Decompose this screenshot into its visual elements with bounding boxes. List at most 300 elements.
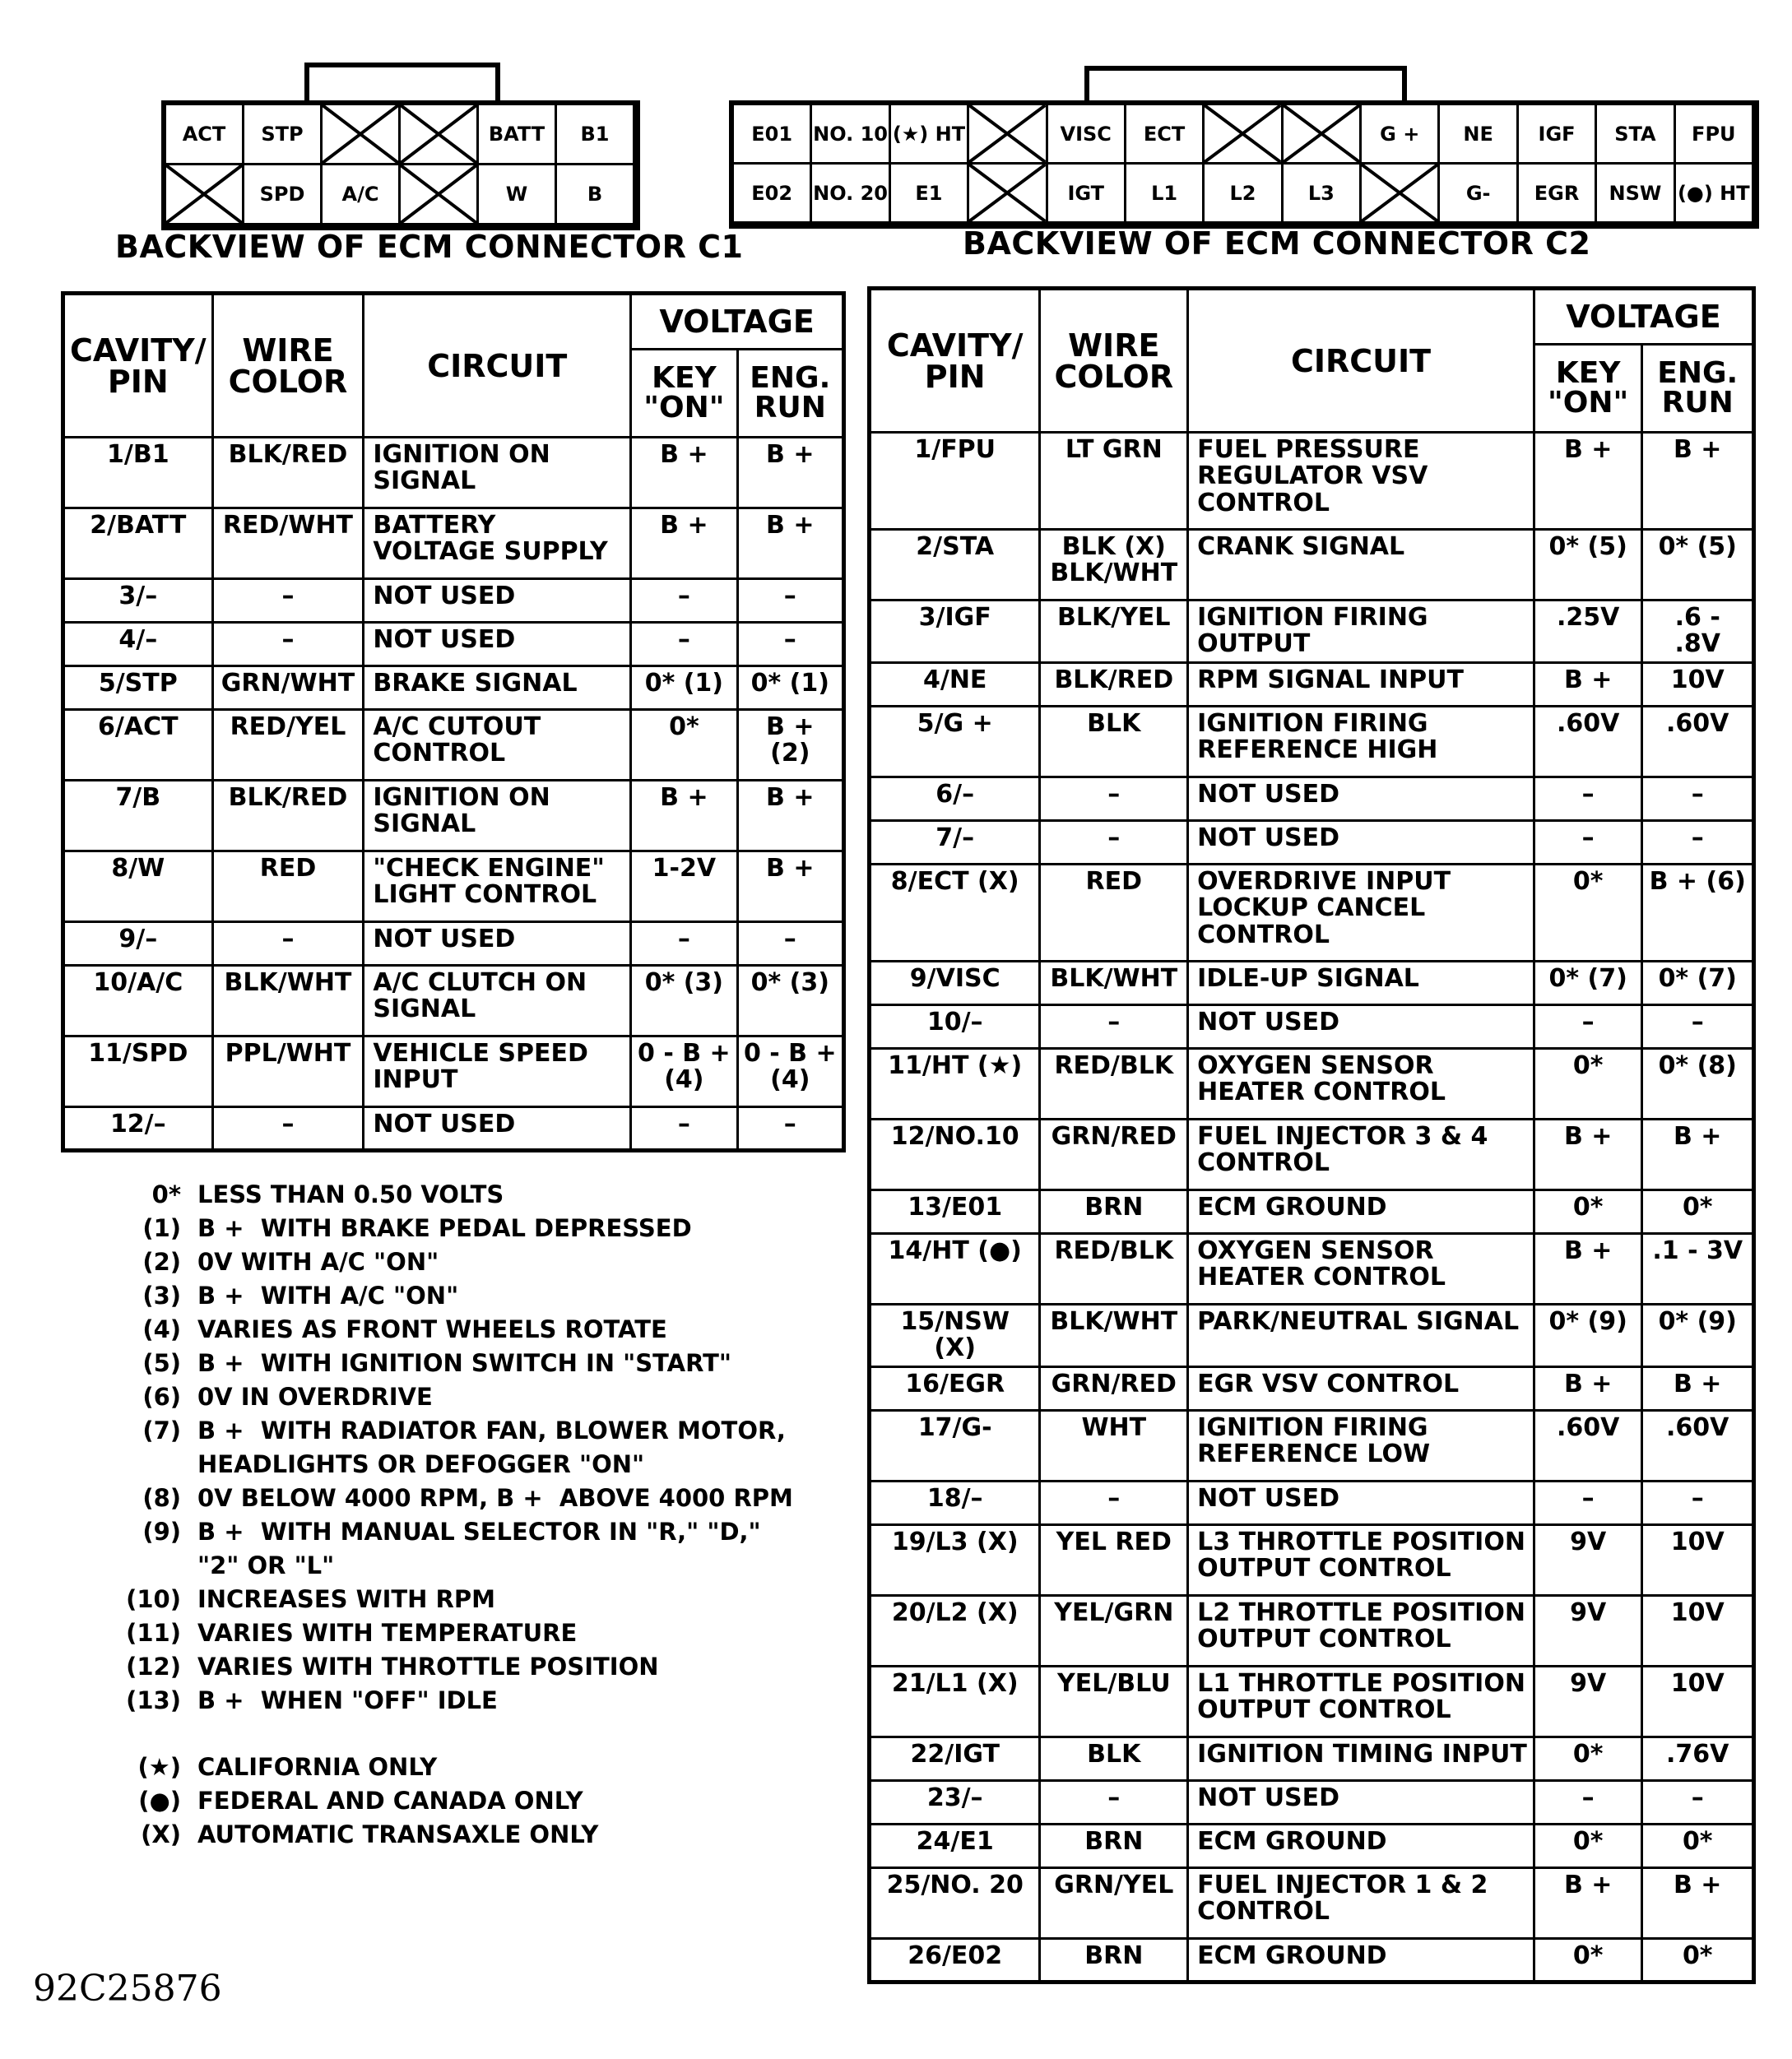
legend-text: B + WITH RADIATOR FAN, BLOWER MOTOR, bbox=[197, 1417, 786, 1445]
c2-cavity-top-13 bbox=[1676, 105, 1754, 165]
wire-color-cell: RED bbox=[1040, 864, 1188, 961]
eng-run-cell: B + bbox=[1642, 433, 1754, 530]
circuit-cell: NOT USED bbox=[364, 922, 631, 966]
cavity-pin-cell: 2/BATT bbox=[63, 508, 213, 579]
key-on-cell: 1-2V bbox=[631, 851, 737, 922]
c1-pinout-table bbox=[61, 291, 846, 1152]
wire-color-cell: GRN/WHT bbox=[212, 666, 364, 710]
legend-text: VARIES WITH TEMPERATURE bbox=[197, 1619, 578, 1647]
key-on-cell: 9V bbox=[1534, 1666, 1642, 1737]
eng-run-cell: B + bbox=[737, 781, 843, 851]
key-on-cell: – bbox=[631, 579, 737, 623]
legend-item bbox=[115, 1178, 793, 1212]
wire-color-cell: BLK/RED bbox=[1040, 662, 1188, 706]
table-row bbox=[63, 851, 844, 922]
cavity-label: EGR bbox=[1534, 181, 1580, 205]
circuit-cell: BATTERY VOLTAGE SUPPLY bbox=[364, 508, 631, 579]
table-row bbox=[870, 1780, 1754, 1824]
legend-key: (2) bbox=[142, 1248, 181, 1276]
c1-cavity-bottom-6 bbox=[557, 165, 635, 225]
cavity-pin-cell: 5/STP bbox=[63, 666, 213, 710]
c2-cavity-bottom-8 bbox=[1284, 165, 1362, 224]
key-on-cell: B + bbox=[631, 438, 737, 508]
wire-color-cell: RED/BLK bbox=[1040, 1233, 1188, 1304]
wire-color-cell: RED/YEL bbox=[212, 710, 364, 781]
legend-symbols bbox=[115, 1751, 793, 1852]
c1-cavity-top-4 bbox=[401, 105, 479, 165]
cavity-pin-cell: 5/G + bbox=[870, 706, 1040, 777]
circuit-cell: PARK/NEUTRAL SIGNAL bbox=[1188, 1304, 1534, 1366]
wire-color-cell: RED/BLK bbox=[1040, 1048, 1188, 1119]
circuit-cell: OXYGEN SENSOR HEATER CONTROL bbox=[1188, 1048, 1534, 1119]
eng-run-cell: – bbox=[1642, 1780, 1754, 1824]
key-on-cell: B + bbox=[1534, 1867, 1642, 1938]
legend bbox=[115, 1178, 793, 1852]
key-on-cell: – bbox=[631, 623, 737, 666]
cavity-pin-cell: 4/NE bbox=[870, 662, 1040, 706]
circuit-cell: OXYGEN SENSOR HEATER CONTROL bbox=[1188, 1233, 1534, 1304]
cavity-pin-cell: 26/E02 bbox=[870, 1938, 1040, 1982]
header-voltage: VOLTAGE bbox=[631, 294, 844, 350]
legend-key: (4) bbox=[142, 1315, 181, 1343]
key-on-cell: – bbox=[1534, 820, 1642, 864]
wire-color-cell: BLK bbox=[1040, 706, 1188, 777]
wire-color-cell: – bbox=[1040, 820, 1188, 864]
legend-key: 0* bbox=[151, 1180, 181, 1208]
c2-cavity-bottom-4 bbox=[969, 165, 1047, 224]
table-row bbox=[870, 1666, 1754, 1737]
wire-color-cell: YEL RED bbox=[1040, 1524, 1188, 1595]
eng-run-cell: .6 - .8V bbox=[1642, 601, 1754, 663]
wire-color-cell: – bbox=[212, 922, 364, 966]
header-wire-color: WIRE COLOR bbox=[1040, 289, 1188, 433]
circuit-cell: IGNITION FIRING REFERENCE LOW bbox=[1188, 1410, 1534, 1481]
eng-run-cell: 10V bbox=[1642, 662, 1754, 706]
cavity-label: G- bbox=[1465, 181, 1491, 205]
table-row bbox=[63, 1107, 844, 1151]
blank-cavity-cross-icon bbox=[166, 165, 242, 223]
c2-cavity-top-10 bbox=[1440, 105, 1518, 165]
key-on-cell: B + bbox=[1534, 662, 1642, 706]
c2-cavity-bottom-9 bbox=[1362, 165, 1440, 224]
cavity-label: VISC bbox=[1060, 122, 1112, 146]
legend-text: HEADLIGHTS OR DEFOGGER "ON" bbox=[197, 1450, 645, 1478]
eng-run-cell: 0* (9) bbox=[1642, 1304, 1754, 1366]
eng-run-cell: 0* (5) bbox=[1642, 530, 1754, 601]
cavity-pin-cell: 3/– bbox=[63, 579, 213, 623]
legend-item bbox=[115, 1616, 793, 1650]
eng-run-cell: – bbox=[737, 623, 843, 666]
key-on-cell: B + bbox=[1534, 1119, 1642, 1189]
cavity-pin-cell: 8/W bbox=[63, 851, 213, 922]
legend-item bbox=[115, 1482, 793, 1515]
circuit-cell: ECM GROUND bbox=[1188, 1824, 1534, 1867]
circuit-cell: BRAKE SIGNAL bbox=[364, 666, 631, 710]
cavity-label: NO. 10 bbox=[813, 122, 888, 146]
blank-cavity-cross-icon bbox=[323, 105, 398, 163]
legend-item bbox=[115, 1279, 793, 1313]
circuit-cell: VEHICLE SPEED INPUT bbox=[364, 1036, 631, 1107]
eng-run-cell: – bbox=[1642, 777, 1754, 820]
eng-run-cell: B + (6) bbox=[1642, 864, 1754, 961]
cavity-pin-cell: 7/B bbox=[63, 781, 213, 851]
c1-cavity-top-1 bbox=[166, 105, 244, 165]
legend-text: VARIES WITH THROTTLE POSITION bbox=[197, 1653, 659, 1681]
cavity-label: NO. 20 bbox=[813, 181, 888, 205]
cavity-pin-cell: 9/– bbox=[63, 922, 213, 966]
circuit-cell: NOT USED bbox=[1188, 820, 1534, 864]
c1-cavity-bottom-1 bbox=[166, 165, 244, 225]
cavity-pin-cell: 14/HT (●) bbox=[870, 1233, 1040, 1304]
wire-color-cell: PPL/WHT bbox=[212, 1036, 364, 1107]
connector-c1-grid bbox=[161, 100, 640, 230]
table-row bbox=[63, 966, 844, 1036]
circuit-cell: FUEL PRESSURE REGULATOR VSV CONTROL bbox=[1188, 433, 1534, 530]
circuit-cell: ECM GROUND bbox=[1188, 1938, 1534, 1982]
table-row bbox=[870, 1481, 1754, 1524]
legend-key: (11) bbox=[126, 1619, 181, 1647]
eng-run-cell: 0* bbox=[1642, 1938, 1754, 1982]
circuit-cell: IGNITION ON SIGNAL bbox=[364, 781, 631, 851]
cavity-label: A/C bbox=[341, 183, 379, 206]
cavity-label: E01 bbox=[751, 122, 793, 146]
c2-cavity-top-4 bbox=[969, 105, 1047, 165]
cavity-pin-cell: 10/A/C bbox=[63, 966, 213, 1036]
c1-cavity-top-2 bbox=[244, 105, 323, 165]
cavity-label: BATT bbox=[488, 123, 545, 146]
table-row bbox=[870, 1824, 1754, 1867]
legend-text: B + WITH IGNITION SWITCH IN "START" bbox=[197, 1349, 732, 1377]
key-on-cell: .25V bbox=[1534, 601, 1642, 663]
eng-run-cell: B + bbox=[1642, 1366, 1754, 1410]
wire-color-cell: – bbox=[1040, 1481, 1188, 1524]
cavity-label: E1 bbox=[915, 181, 943, 205]
eng-run-cell: B + bbox=[737, 851, 843, 922]
table-row bbox=[63, 922, 844, 966]
cavity-pin-cell: 12/NO.10 bbox=[870, 1119, 1040, 1189]
legend-item bbox=[115, 1347, 793, 1380]
c1-cavity-top-6 bbox=[557, 105, 635, 165]
c2-cavity-bottom-11 bbox=[1519, 165, 1597, 224]
header-circuit: CIRCUIT bbox=[364, 294, 631, 438]
header-key-on: KEY "ON" bbox=[631, 350, 737, 438]
eng-run-cell: – bbox=[737, 579, 843, 623]
table-row bbox=[870, 1004, 1754, 1048]
cavity-label: ECT bbox=[1143, 122, 1186, 146]
legend-item bbox=[115, 1245, 793, 1279]
cavity-pin-cell: 6/ACT bbox=[63, 710, 213, 781]
legend-key: (6) bbox=[142, 1383, 181, 1411]
wire-color-cell: BLK bbox=[1040, 1737, 1188, 1780]
eng-run-cell: B + (2) bbox=[737, 710, 843, 781]
key-on-cell: B + bbox=[631, 508, 737, 579]
circuit-cell: NOT USED bbox=[364, 623, 631, 666]
wire-color-cell: – bbox=[1040, 1004, 1188, 1048]
wire-color-cell: RED bbox=[212, 851, 364, 922]
cavity-pin-cell: 24/E1 bbox=[870, 1824, 1040, 1867]
cavity-pin-cell: 16/EGR bbox=[870, 1366, 1040, 1410]
legend-key: (★) bbox=[137, 1753, 181, 1781]
legend-key: (13) bbox=[126, 1686, 181, 1714]
table-row bbox=[870, 601, 1754, 663]
c2-table-body bbox=[870, 433, 1754, 1982]
wire-color-cell: GRN/RED bbox=[1040, 1366, 1188, 1410]
legend-key: (10) bbox=[126, 1585, 181, 1613]
legend-text: B + WHEN "OFF" IDLE bbox=[197, 1686, 498, 1714]
wire-color-cell: – bbox=[212, 1107, 364, 1151]
cavity-pin-cell: 25/NO. 20 bbox=[870, 1867, 1040, 1938]
legend-text: VARIES AS FRONT WHEELS ROTATE bbox=[197, 1315, 667, 1343]
cavity-pin-cell: 15/NSW (X) bbox=[870, 1304, 1040, 1366]
key-on-cell: – bbox=[631, 1107, 737, 1151]
wire-color-cell: – bbox=[212, 623, 364, 666]
cavity-pin-cell: 22/IGT bbox=[870, 1737, 1040, 1780]
circuit-cell: ECM GROUND bbox=[1188, 1189, 1534, 1233]
wire-color-cell: BLK/WHT bbox=[212, 966, 364, 1036]
legend-item bbox=[115, 1549, 793, 1583]
key-on-cell: – bbox=[1534, 777, 1642, 820]
circuit-cell: NOT USED bbox=[1188, 1780, 1534, 1824]
cavity-pin-cell: 21/L1 (X) bbox=[870, 1666, 1040, 1737]
cavity-label: FPU bbox=[1692, 122, 1736, 146]
cavity-pin-cell: 11/SPD bbox=[63, 1036, 213, 1107]
c2-cavity-top-6 bbox=[1126, 105, 1205, 165]
c2-cavity-bottom-5 bbox=[1048, 165, 1126, 224]
eng-run-cell: 0* (3) bbox=[737, 966, 843, 1036]
table-row bbox=[63, 781, 844, 851]
cavity-pin-cell: 1/B1 bbox=[63, 438, 213, 508]
cavity-pin-cell: 13/E01 bbox=[870, 1189, 1040, 1233]
header-wire-color: WIRE COLOR bbox=[212, 294, 364, 438]
wire-color-cell: BLK (X) BLK/WHT bbox=[1040, 530, 1188, 601]
legend-text: AUTOMATIC TRANSAXLE ONLY bbox=[197, 1820, 599, 1848]
wire-color-cell: BLK/RED bbox=[212, 438, 364, 508]
wire-color-cell: GRN/RED bbox=[1040, 1119, 1188, 1189]
blank-cavity-cross-icon bbox=[969, 165, 1045, 221]
table-row bbox=[870, 1938, 1754, 1982]
legend-item bbox=[115, 1583, 793, 1616]
cavity-label: W bbox=[505, 183, 528, 206]
eng-run-cell: 10V bbox=[1642, 1666, 1754, 1737]
c2-cavity-top-2 bbox=[812, 105, 890, 165]
table-row bbox=[870, 961, 1754, 1004]
wire-color-cell: BLK/YEL bbox=[1040, 601, 1188, 663]
table-row bbox=[63, 710, 844, 781]
legend-key: (●) bbox=[138, 1787, 181, 1815]
table-row bbox=[63, 666, 844, 710]
table-row bbox=[870, 1737, 1754, 1780]
key-on-cell: 0* (7) bbox=[1534, 961, 1642, 1004]
key-on-cell: .60V bbox=[1534, 706, 1642, 777]
eng-run-cell: 0* bbox=[1642, 1824, 1754, 1867]
legend-text: 0V IN OVERDRIVE bbox=[197, 1383, 433, 1411]
cavity-label: B bbox=[587, 183, 603, 206]
eng-run-cell: .76V bbox=[1642, 1737, 1754, 1780]
table-row bbox=[63, 1036, 844, 1107]
wire-color-cell: GRN/YEL bbox=[1040, 1867, 1188, 1938]
circuit-cell: IDLE-UP SIGNAL bbox=[1188, 961, 1534, 1004]
legend-text: "2" OR "L" bbox=[197, 1551, 335, 1579]
eng-run-cell: 10V bbox=[1642, 1595, 1754, 1666]
c1-cavity-top-3 bbox=[323, 105, 401, 165]
key-on-cell: 0* bbox=[1534, 1048, 1642, 1119]
c2-cavity-bottom-2 bbox=[812, 165, 890, 224]
c2-cavity-bottom-6 bbox=[1126, 165, 1205, 224]
key-on-cell: 0* bbox=[1534, 1824, 1642, 1867]
cavity-pin-cell: 1/FPU bbox=[870, 433, 1040, 530]
key-on-cell: B + bbox=[1534, 1233, 1642, 1304]
c1-cavity-top-5 bbox=[479, 105, 557, 165]
circuit-cell: L2 THROTTLE POSITION OUTPUT CONTROL bbox=[1188, 1595, 1534, 1666]
wire-color-cell: BLK/RED bbox=[212, 781, 364, 851]
figure-id: 92C25876 bbox=[33, 1968, 222, 2010]
blank-cavity-cross-icon bbox=[401, 105, 476, 163]
key-on-cell: 9V bbox=[1534, 1595, 1642, 1666]
table-row bbox=[63, 508, 844, 579]
table-row bbox=[63, 579, 844, 623]
circuit-cell: NOT USED bbox=[364, 1107, 631, 1151]
header-eng-run: ENG. RUN bbox=[737, 350, 843, 438]
c2-cavity-bottom-12 bbox=[1597, 165, 1675, 224]
cavity-pin-cell: 19/L3 (X) bbox=[870, 1524, 1040, 1595]
key-on-cell: .60V bbox=[1534, 1410, 1642, 1481]
eng-run-cell: B + bbox=[737, 508, 843, 579]
eng-run-cell: 0* bbox=[1642, 1189, 1754, 1233]
legend-key: (8) bbox=[142, 1484, 181, 1512]
header-key-on: KEY "ON" bbox=[1534, 345, 1642, 433]
circuit-cell: NOT USED bbox=[364, 579, 631, 623]
legend-item bbox=[115, 1784, 793, 1818]
legend-item bbox=[115, 1414, 793, 1448]
table-row bbox=[870, 777, 1754, 820]
circuit-cell: CRANK SIGNAL bbox=[1188, 530, 1534, 601]
blank-cavity-cross-icon bbox=[1284, 105, 1359, 162]
header-cavity-pin: CAVITY/ PIN bbox=[63, 294, 213, 438]
wire-color-cell: WHT bbox=[1040, 1410, 1188, 1481]
legend-item bbox=[115, 1684, 793, 1718]
table-row bbox=[63, 623, 844, 666]
table-row bbox=[870, 530, 1754, 601]
legend-text: 0V WITH A/C "ON" bbox=[197, 1248, 439, 1276]
legend-item bbox=[115, 1751, 793, 1784]
key-on-cell: 0* bbox=[1534, 864, 1642, 961]
key-on-cell: – bbox=[1534, 1004, 1642, 1048]
key-on-cell: 0* (1) bbox=[631, 666, 737, 710]
eng-run-cell: 0* (1) bbox=[737, 666, 843, 710]
legend-text: 0V BELOW 4000 RPM, B + ABOVE 4000 RPM bbox=[197, 1484, 793, 1512]
table-row bbox=[870, 662, 1754, 706]
cavity-label: STA bbox=[1614, 122, 1656, 146]
key-on-cell: 9V bbox=[1534, 1524, 1642, 1595]
legend-key bbox=[115, 1448, 197, 1482]
legend-notes bbox=[115, 1178, 793, 1718]
cavity-pin-cell: 18/– bbox=[870, 1481, 1040, 1524]
legend-text: FEDERAL AND CANADA ONLY bbox=[197, 1787, 583, 1815]
header-eng-run: ENG. RUN bbox=[1642, 345, 1754, 433]
cavity-pin-cell: 20/L2 (X) bbox=[870, 1595, 1040, 1666]
cavity-label: ACT bbox=[182, 123, 226, 146]
key-on-cell: 0* bbox=[1534, 1189, 1642, 1233]
key-on-cell: B + bbox=[1534, 1366, 1642, 1410]
eng-run-cell: B + bbox=[1642, 1867, 1754, 1938]
legend-text: CALIFORNIA ONLY bbox=[197, 1753, 438, 1781]
cavity-pin-cell: 23/– bbox=[870, 1780, 1040, 1824]
table-row bbox=[63, 438, 844, 508]
table-row bbox=[870, 1524, 1754, 1595]
table-row bbox=[870, 820, 1754, 864]
legend-text: B + WITH MANUAL SELECTOR IN "R," "D," bbox=[197, 1518, 761, 1546]
cavity-pin-cell: 12/– bbox=[63, 1107, 213, 1151]
eng-run-cell: – bbox=[1642, 1004, 1754, 1048]
cavity-pin-cell: 4/– bbox=[63, 623, 213, 666]
key-on-cell: 0* bbox=[631, 710, 737, 781]
eng-run-cell: .60V bbox=[1642, 706, 1754, 777]
eng-run-cell: B + bbox=[1642, 1119, 1754, 1189]
legend-item bbox=[115, 1380, 793, 1414]
wire-color-cell: LT GRN bbox=[1040, 433, 1188, 530]
legend-text: B + WITH BRAKE PEDAL DEPRESSED bbox=[197, 1214, 692, 1242]
cavity-label: B1 bbox=[580, 123, 610, 146]
blank-cavity-cross-icon bbox=[401, 165, 476, 223]
circuit-cell: IGNITION TIMING INPUT bbox=[1188, 1737, 1534, 1780]
legend-item bbox=[115, 1448, 793, 1482]
wire-color-cell: – bbox=[212, 579, 364, 623]
legend-item bbox=[115, 1650, 793, 1684]
cavity-label: L1 bbox=[1151, 181, 1178, 205]
c2-cavity-top-3 bbox=[891, 105, 969, 165]
legend-key: (1) bbox=[142, 1214, 181, 1242]
eng-run-cell: – bbox=[1642, 820, 1754, 864]
wire-color-cell: BRN bbox=[1040, 1824, 1188, 1867]
cavity-label: (★) HT bbox=[892, 122, 966, 146]
wire-color-cell: – bbox=[1040, 777, 1188, 820]
table-row bbox=[870, 1304, 1754, 1366]
c1-table-body bbox=[63, 438, 844, 1151]
legend-text: B + WITH A/C "ON" bbox=[197, 1282, 459, 1310]
table-row bbox=[870, 1233, 1754, 1304]
blank-cavity-cross-icon bbox=[1205, 105, 1280, 162]
legend-text: INCREASES WITH RPM bbox=[197, 1585, 495, 1613]
circuit-cell: L3 THROTTLE POSITION OUTPUT CONTROL bbox=[1188, 1524, 1534, 1595]
key-on-cell: 0* bbox=[1534, 1737, 1642, 1780]
circuit-cell: A/C CLUTCH ON SIGNAL bbox=[364, 966, 631, 1036]
eng-run-cell: – bbox=[1642, 1481, 1754, 1524]
legend-item bbox=[115, 1515, 793, 1549]
c2-cavity-bottom-7 bbox=[1205, 165, 1283, 224]
cavity-label: SPD bbox=[259, 183, 305, 206]
eng-run-cell: 0 - B + (4) bbox=[737, 1036, 843, 1107]
circuit-cell: NOT USED bbox=[1188, 1481, 1534, 1524]
key-on-cell: 0 - B + (4) bbox=[631, 1036, 737, 1107]
circuit-cell: OVERDRIVE INPUT LOCKUP CANCEL CONTROL bbox=[1188, 864, 1534, 961]
c2-cavity-bottom-1 bbox=[734, 165, 812, 224]
circuit-cell: NOT USED bbox=[1188, 777, 1534, 820]
eng-run-cell: 0* (7) bbox=[1642, 961, 1754, 1004]
cavity-pin-cell: 11/HT (★) bbox=[870, 1048, 1040, 1119]
table-row bbox=[870, 1867, 1754, 1938]
c1-cavity-bottom-4 bbox=[401, 165, 479, 225]
blank-cavity-cross-icon bbox=[1362, 165, 1437, 221]
header-voltage: VOLTAGE bbox=[1534, 289, 1753, 345]
legend-key: (12) bbox=[126, 1653, 181, 1681]
circuit-cell: RPM SIGNAL INPUT bbox=[1188, 662, 1534, 706]
wire-color-cell: BRN bbox=[1040, 1938, 1188, 1982]
key-on-cell: 0* bbox=[1534, 1938, 1642, 1982]
wire-color-cell: BLK/WHT bbox=[1040, 961, 1188, 1004]
blank-cavity-cross-icon bbox=[969, 105, 1045, 162]
circuit-cell: "CHECK ENGINE" LIGHT CONTROL bbox=[364, 851, 631, 922]
cavity-label: NSW bbox=[1609, 181, 1662, 205]
